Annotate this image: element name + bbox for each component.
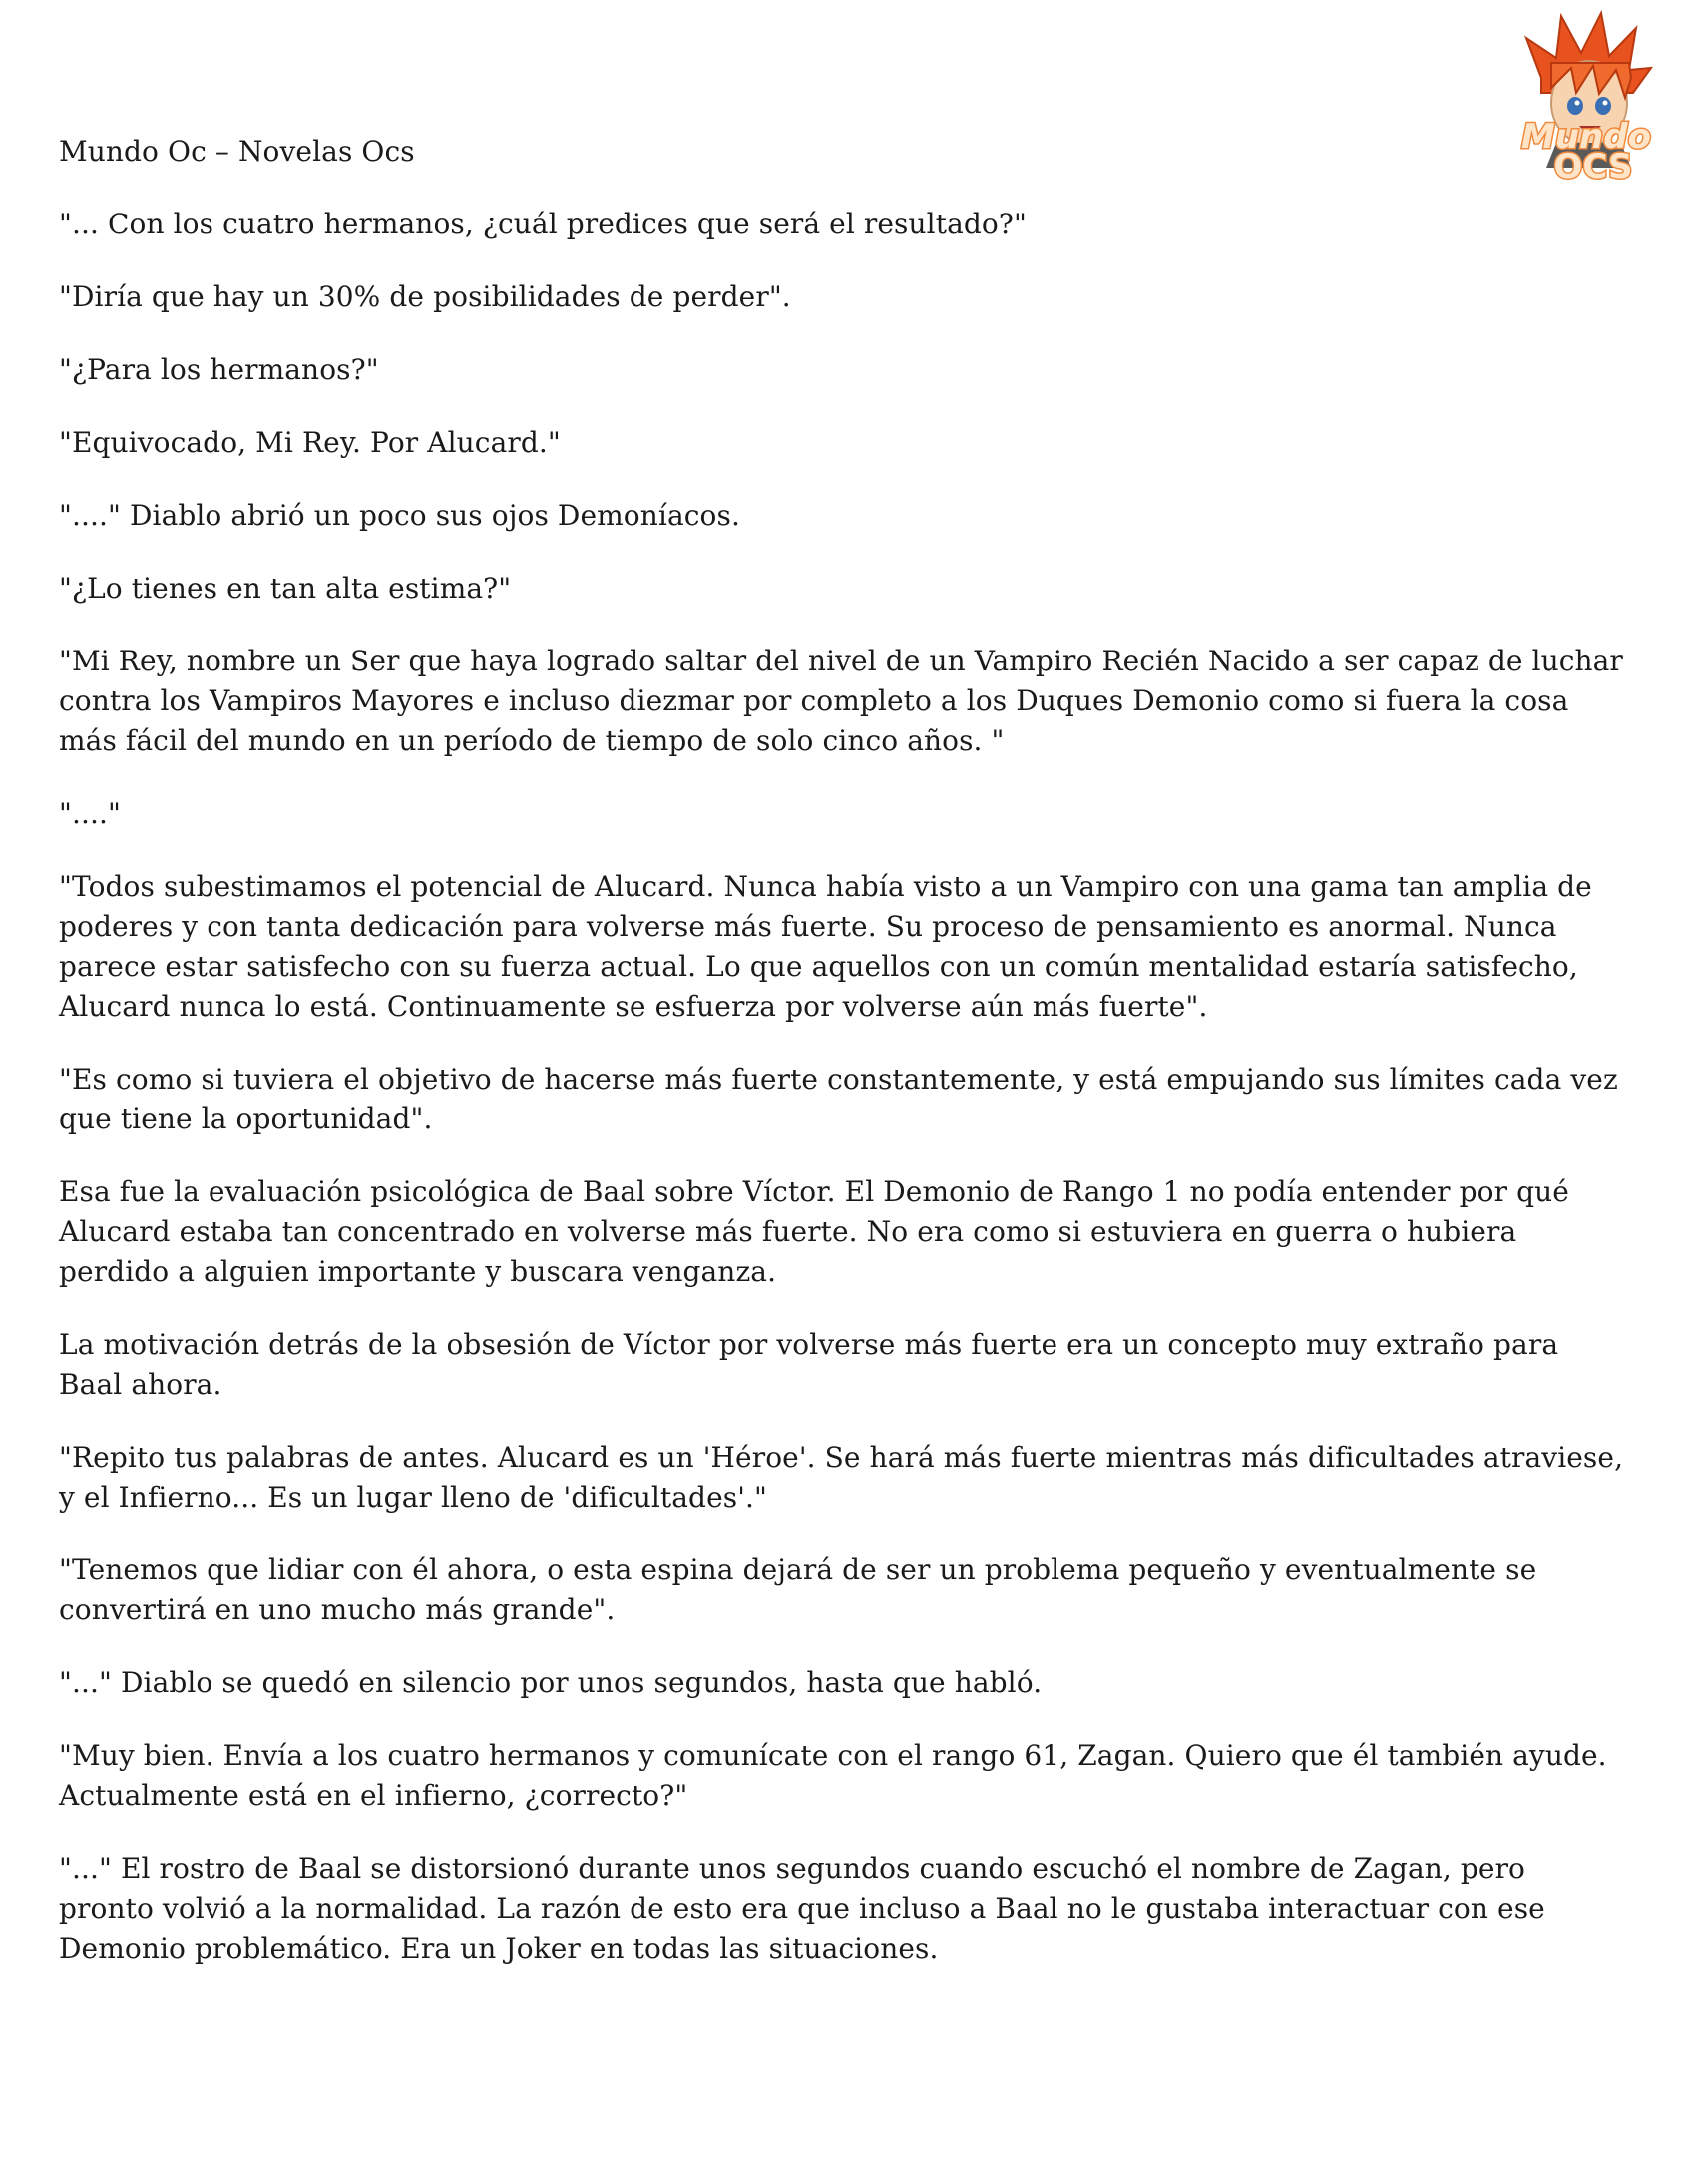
paragraph: La motivación detrás de la obsesión de Víctor por volverse más fuerte era un concepto muy extraño para Baal ahora. bbox=[59, 1328, 1559, 1401]
paragraph: "..." Diablo se quedó en silencio por unos segundos, hasta que habló. bbox=[59, 1666, 1043, 1699]
paragraph: "Diría que hay un 30% de posibilidades de perder". bbox=[59, 280, 791, 313]
paragraph: "Es como si tuviera el objetivo de hacerse más fuerte constantemente, y está empujando sus límites cada vez que tiene la oportunidad". bbox=[59, 1063, 1618, 1135]
logo-text-bottom: OCS bbox=[1553, 147, 1633, 183]
logo-text-top: Mundo bbox=[1521, 117, 1651, 157]
paragraph: "¿Para los hermanos?" bbox=[59, 353, 379, 386]
paragraph: "Todos subestimamos el potencial de Alucard. Nunca había visto a un Vampiro con una gama tan amplia de poderes y con tanta dedicación para volverse más fuerte. Su proceso de pensamiento es anormal. Nunca parece estar satisfecho con su fuerza actual. Lo que aquellos con un común mentalidad estaría satisfecho, Alucard nunca lo está. Continuamente se esfuerza por volverse aún más fuerte". bbox=[59, 870, 1592, 1023]
page-header: Mundo Oc – Novelas Ocs bbox=[59, 135, 415, 168]
paragraph: Esa fue la evaluación psicológica de Baal sobre Víctor. El Demonio de Rango 1 no podía entender por qué Alucard estaba tan concentrado en volverse más fuerte. No era como si estuviera en guerra o hubiera perdido a alguien importante y buscara venganza. bbox=[59, 1175, 1569, 1288]
paragraph: "Muy bien. Envía a los cuatro hermanos y comunícate con el rango 61, Zagan. Quiero que él también ayude. Actualmente está en el infierno, ¿correcto?" bbox=[59, 1739, 1607, 1812]
paragraph: "..." El rostro de Baal se distorsionó durante unos segundos cuando escuchó el nombre de Zagan, pero pronto volvió a la normalidad. La razón de esto era que incluso a Baal no le gustaba interactuar con ese Demonio problemático. Era un Joker en todas las situaciones. bbox=[59, 1852, 1545, 1965]
paragraph: "Equivocado, Mi Rey. Por Alucard." bbox=[59, 426, 561, 459]
paragraph: "Repito tus palabras de antes. Alucard es un 'Héroe'. Se hará más fuerte mientras más dificultades atraviese, y el Infierno... Es un lugar lleno de 'dificultades'." bbox=[59, 1441, 1624, 1514]
paragraph: "...." Diablo abrió un poco sus ojos Demoníacos. bbox=[59, 499, 740, 532]
paragraph: "Mi Rey, nombre un Ser que haya logrado saltar del nivel de un Vampiro Recién Nacido a ser capaz de luchar contra los Vampiros Mayores e incluso diezmar por completo a los Duques Demonio como si fuera la cosa más fácil del mundo en un período de tiempo de solo cinco años. " bbox=[59, 645, 1623, 757]
paragraph: "Tenemos que lidiar con él ahora, o esta espina dejará de ser un problema pequeño y eventualmente se convertirá en uno mucho más grande". bbox=[59, 1553, 1537, 1626]
paragraph: "...." bbox=[59, 797, 121, 830]
paragraph: "¿Lo tienes en tan alta estima?" bbox=[59, 572, 512, 605]
document-body bbox=[59, 132, 1625, 2001]
paragraph: "... Con los cuatro hermanos, ¿cuál predices que será el resultado?" bbox=[59, 208, 1027, 240]
